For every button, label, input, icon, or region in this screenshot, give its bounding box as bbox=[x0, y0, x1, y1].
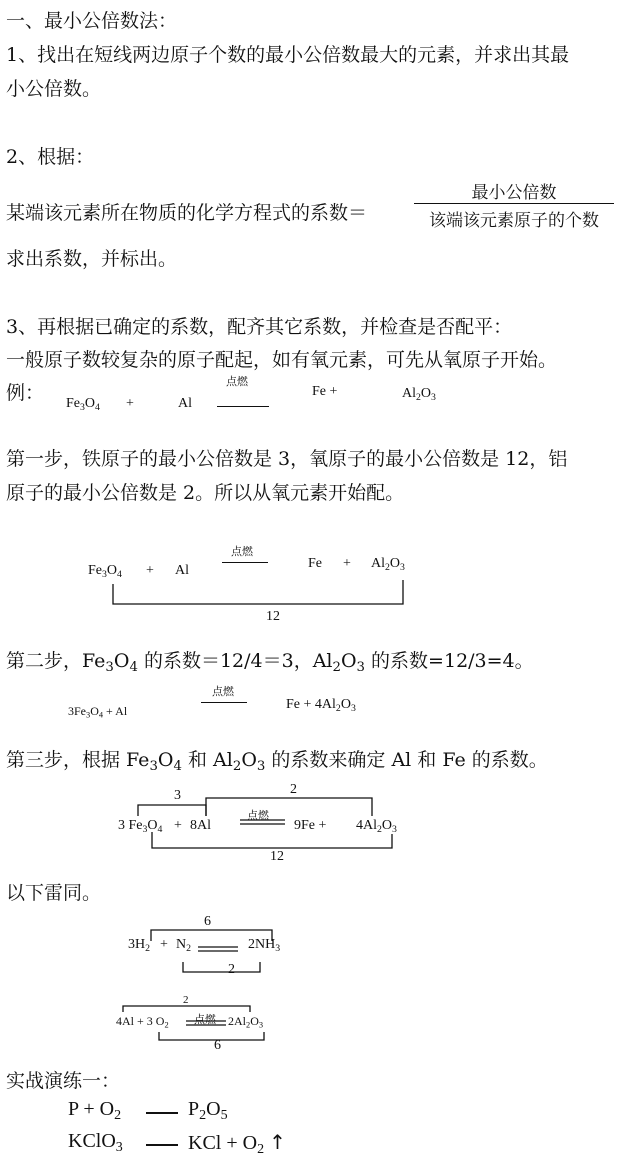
d3-top-right-label: 2 bbox=[290, 782, 297, 797]
first-step-line2: 原子的最小公倍数是 2。所以从氧元素开始配。 bbox=[6, 482, 405, 504]
example-reactant-1: $Fe_3O_4$ bbox=[66, 396, 100, 413]
d1-plus2: + bbox=[343, 556, 351, 571]
d5-rhs: $2Al_2O_3$ bbox=[228, 1014, 264, 1030]
d4-brackets bbox=[0, 918, 640, 988]
gas-arrow-icon: ↑ bbox=[269, 1130, 286, 1154]
example-reactant-2: Al bbox=[178, 396, 192, 411]
example-condition: 点燃 bbox=[226, 376, 248, 388]
first-step-line1: 第一步，铁原子的最小公倍数是 3，氧原子的最小公倍数是 12，铝 bbox=[6, 448, 568, 470]
eq2-reaction-line bbox=[201, 702, 247, 703]
d5-brackets bbox=[0, 998, 640, 1058]
step2-after: 求出系数，并标出。 bbox=[6, 248, 178, 270]
d1-al: Al bbox=[175, 563, 189, 578]
d1-reaction-line bbox=[222, 562, 268, 563]
d3-condition: 点燃 bbox=[247, 810, 269, 822]
eq2-rhs: $Fe + 4Al_2O_3$ bbox=[286, 697, 356, 714]
step2-label: 2、根据： bbox=[6, 146, 95, 168]
d1-al2o3: $Al_2O_3$ bbox=[371, 556, 405, 573]
d4-3h2: $3H_2$ bbox=[128, 937, 151, 954]
practice-eq2-rhs: KCl + $O_2$ ↑ bbox=[188, 1130, 286, 1158]
d5-top-label: 2 bbox=[183, 994, 189, 1006]
d5-bottom-label: 6 bbox=[214, 1038, 221, 1053]
formula-denominator: 该端该元素原子的个数 bbox=[429, 211, 599, 231]
practice-eq1-rhs: $P_2O_5$ bbox=[188, 1098, 228, 1124]
d4-top-label: 6 bbox=[204, 914, 211, 929]
practice-eq2-line bbox=[146, 1144, 178, 1146]
d5-condition: 点燃 bbox=[194, 1014, 216, 1026]
d4-bottom-label: 2 bbox=[228, 962, 235, 977]
d3-al2o3: $4Al_2O_3$ bbox=[356, 818, 397, 835]
formula-left: 某端该元素所在物质的化学方程式的系数＝ bbox=[6, 202, 368, 224]
practice-eq2-lhs: KClO$_3$ bbox=[68, 1130, 123, 1156]
d1-fe: Fe bbox=[308, 556, 322, 571]
practice-title: 实战演练一： bbox=[6, 1070, 121, 1092]
fraction-bar bbox=[414, 203, 614, 204]
d1-plus: + bbox=[146, 563, 154, 578]
d4-2nh3: $2NH_3$ bbox=[248, 937, 281, 954]
step3-line1: 3、再根据已确定的系数，配齐其它系数，并检查是否配平： bbox=[6, 316, 513, 338]
step1-line1: 1、找出在短线两边原子个数的最小公倍数最大的元素，并求出其最 bbox=[6, 44, 570, 66]
section-heading: 一、最小公倍数法： bbox=[6, 10, 178, 32]
d3-top-left-label: 3 bbox=[174, 788, 181, 803]
d3-plus: + bbox=[174, 818, 182, 833]
d4-n2: $N_2$ bbox=[176, 937, 192, 954]
d1-condition: 点燃 bbox=[231, 546, 253, 558]
practice-eq1-lhs: $P + O_2$ bbox=[68, 1098, 122, 1124]
example-product-2: $Al_2O_3$ bbox=[402, 386, 436, 403]
eq2-lhs: $3Fe_3O_4 + Al$ bbox=[68, 704, 128, 720]
practice-eq1-line bbox=[146, 1112, 178, 1114]
d4-plus: + bbox=[160, 937, 168, 952]
example-label: 例： bbox=[6, 382, 45, 404]
formula-numerator: 最小公倍数 bbox=[471, 183, 557, 203]
step3-line2: 一般原子数较复杂的原子配起，如有氧元素，可先从氧原子开始。 bbox=[6, 349, 558, 371]
d1-bracket bbox=[0, 580, 640, 620]
similar-note: 以下雷同。 bbox=[6, 882, 102, 904]
step1-line2: 小公倍数。 bbox=[6, 78, 102, 100]
example-plus: + bbox=[126, 396, 134, 411]
d3-bottom-label: 12 bbox=[270, 849, 284, 864]
d3-fe3o4: 3 $Fe_3O_4$ bbox=[118, 818, 163, 835]
third-step: 第三步，根据 $Fe_3O_4$ 和 $Al_2O_3$ 的系数来确定 Al 和 Fe 的系数。 bbox=[6, 749, 548, 774]
example-product-1: Fe + bbox=[312, 384, 338, 399]
second-step: 第二步，$Fe_3O_4$ 的系数＝12/4＝3，$Al_2O_3$ 的系数=12/3=4。 bbox=[6, 650, 534, 675]
example-reaction-line bbox=[217, 406, 269, 407]
d5-lhs: 4Al + 3 $O_2$ bbox=[116, 1014, 169, 1030]
eq2-condition: 点燃 bbox=[212, 686, 234, 698]
d1-fe3o4: $Fe_3O_4$ bbox=[88, 563, 122, 580]
d3-al: 8Al bbox=[190, 818, 211, 833]
d1-bracket-label: 12 bbox=[266, 609, 280, 624]
d3-fe: 9Fe + bbox=[294, 818, 327, 833]
